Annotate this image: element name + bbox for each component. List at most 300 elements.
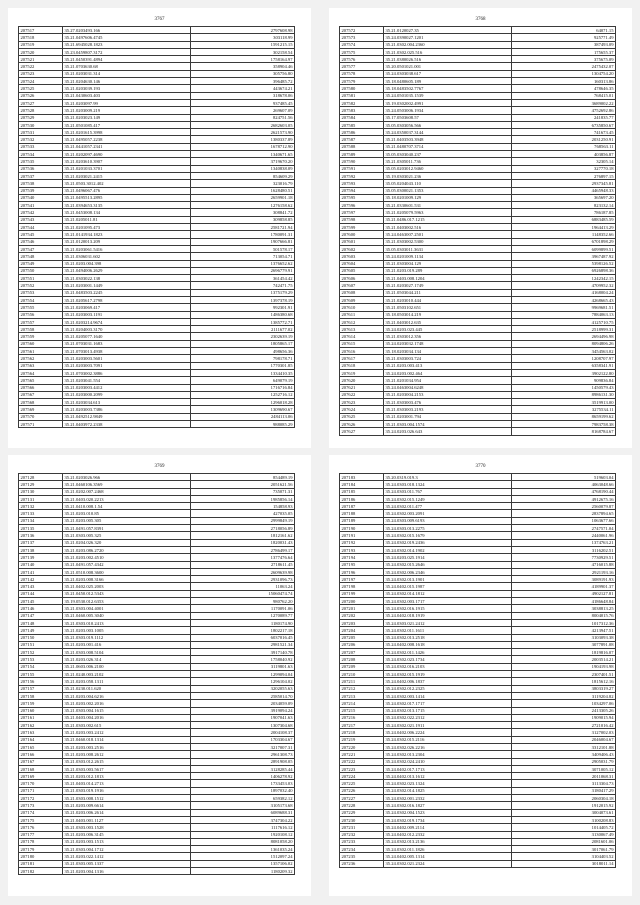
amount-cell: 64071.15	[512, 27, 616, 34]
amount-cell: 1180174.90	[191, 619, 295, 626]
table-row	[340, 399, 616, 406]
record-id-cell: 207203	[340, 619, 384, 626]
amount-cell: 2046004.67	[512, 736, 616, 743]
amount-cell: 854489.19	[191, 474, 295, 481]
record-id-cell: 207202	[340, 612, 384, 619]
record-id-cell: 207219	[340, 736, 384, 743]
amount-cell: 768563.11	[512, 143, 616, 150]
record-id-cell: 207534	[19, 151, 63, 158]
account-code-cell: 35.18.0201009.129	[384, 194, 512, 201]
amount-cell: 2891908.05	[191, 758, 295, 765]
table-row	[19, 590, 295, 597]
amount-cell: 1252716.12	[191, 391, 295, 398]
table-row	[340, 377, 616, 384]
account-code-cell: 35.21.0303003.2193	[384, 406, 512, 413]
record-id-cell: 207615	[340, 340, 384, 347]
record-id-cell: 207137	[19, 539, 63, 546]
table-row	[340, 209, 616, 216]
record-id-cell: 207165	[19, 743, 63, 750]
account-code-cell: 35.05.0303011.3631	[384, 245, 512, 252]
amount-cell: 1909015.94	[512, 714, 616, 721]
table-row	[19, 421, 295, 428]
amount-cell: 2051621.56	[191, 481, 295, 488]
amount-cell: 1758040.92	[191, 656, 295, 663]
record-id-cell: 207589	[340, 151, 384, 158]
account-code-cell: 35.21.0303003.476	[384, 399, 512, 406]
table-row	[340, 809, 616, 816]
amount-cell: 2060304.18	[512, 795, 616, 802]
table-row	[19, 816, 295, 823]
table-row	[340, 216, 616, 223]
amount-cell: 3719670.20	[191, 158, 295, 165]
record-id-cell: 207579	[340, 78, 384, 85]
account-code-cell: 35.20.0319.019.3	[384, 474, 512, 481]
amount-cell: 3519913.00	[512, 399, 616, 406]
amount-cell: 909836.84	[512, 377, 616, 384]
record-id-cell: 207524	[19, 78, 63, 85]
record-id-cell: 207232	[340, 831, 384, 838]
record-id-cell: 207205	[340, 634, 384, 641]
table-row	[19, 99, 295, 106]
account-code-cell: 35.24.0302.003.2091	[384, 510, 512, 517]
record-id-cell: 207193	[340, 546, 384, 553]
amount-cell: 2011068.31	[512, 773, 616, 780]
table-row	[340, 846, 616, 853]
record-id-cell: 207167	[19, 758, 63, 765]
record-id-cell: 207541	[19, 202, 63, 209]
amount-cell: 823132.14	[512, 202, 616, 209]
amount-cell: 1334410.35	[191, 369, 295, 376]
record-id-cell: 207157	[19, 685, 63, 692]
record-id-cell: 207214	[340, 700, 384, 707]
record-id-cell: 207586	[340, 129, 384, 136]
page-number: 3769	[154, 464, 165, 469]
table-row	[340, 41, 616, 48]
amount-cell: 1897032.40	[191, 787, 295, 794]
account-code-cell: 35.24.0302.021.2324	[384, 860, 512, 867]
table-row	[19, 267, 295, 274]
record-id-cell: 207597	[340, 209, 384, 216]
record-id-cell: 207607	[340, 282, 384, 289]
account-code-cell: 35.24.0402.012.2332	[384, 831, 512, 838]
table-row	[19, 838, 295, 845]
record-id-cell: 207130	[19, 488, 63, 495]
account-code-cell: 35.21.0203.058.1311	[63, 678, 191, 685]
amount-cell: 2003514.21	[512, 656, 616, 663]
record-id-cell: 207164	[19, 736, 63, 743]
record-id-cell: 207145	[19, 598, 63, 605]
record-id-cell: 207209	[340, 663, 384, 670]
table-row	[19, 780, 295, 787]
amount-cell: 1678712.90	[191, 143, 295, 150]
record-id-cell: 207160	[19, 707, 63, 714]
amount-cell: 1628480.51	[191, 187, 295, 194]
account-code-cell: 35.21.0460.005.3040	[63, 612, 191, 619]
amount-cell: 443674.21	[191, 85, 295, 92]
table-row	[340, 707, 616, 714]
record-id-cell: 207153	[19, 656, 63, 663]
table-row	[19, 481, 295, 488]
record-id-cell: 207543	[19, 216, 63, 223]
account-code-cell: 35.24.0302.011.1611	[384, 627, 512, 634]
amount-cell: 1148352.66	[512, 231, 616, 238]
record-id-cell: 207617	[340, 355, 384, 362]
account-code-cell: 35.21.0441057.2341	[63, 143, 191, 150]
account-code-cell: 35.17.0503608.57	[384, 114, 512, 121]
amount-cell: 3689002.22	[512, 99, 616, 106]
account-code-cell: 35.21.0205617.2798	[63, 296, 191, 303]
amount-cell: 2081601.06	[512, 838, 616, 845]
account-code-cell: 35.21.0303.019.1112	[63, 634, 191, 641]
table-row	[340, 503, 616, 510]
account-code-cell: 35.21.0203003.7386	[63, 406, 191, 413]
record-id-cell: 207147	[19, 612, 63, 619]
table-row	[340, 311, 616, 318]
amount-cell: 2931096.73	[191, 576, 295, 583]
amount-cell: 1904193.98	[512, 663, 616, 670]
record-id-cell: 207155	[19, 671, 63, 678]
record-id-cell: 207571	[19, 421, 63, 428]
record-id-cell: 207217	[340, 722, 384, 729]
amount-cell: 1309690.67	[191, 406, 295, 413]
record-id-cell: 207601	[340, 238, 384, 245]
record-id-cell: 207550	[19, 267, 63, 274]
amount-cell: 1805865.17	[191, 340, 295, 347]
record-id-cell: 207520	[19, 48, 63, 55]
record-id-cell: 207134	[19, 517, 63, 524]
amount-cell: 742471.75	[191, 282, 295, 289]
table-row	[19, 634, 295, 641]
record-id-cell: 207162	[19, 722, 63, 729]
account-code-cell: 35.24.0302.024.2410	[384, 758, 512, 765]
amount-cell: 501578.17	[191, 245, 295, 252]
record-id-cell: 207583	[340, 107, 384, 114]
table-row	[19, 85, 295, 92]
table-row	[340, 99, 616, 106]
table-row	[19, 70, 295, 77]
table-row	[340, 612, 616, 619]
record-id-cell: 207200	[340, 598, 384, 605]
record-id-cell: 207616	[340, 348, 384, 355]
table-row	[19, 27, 295, 34]
table-row	[340, 224, 616, 231]
account-code-cell: 35.21.0703630.68	[63, 63, 191, 70]
table-row	[19, 136, 295, 143]
record-id-cell: 207626	[340, 421, 384, 428]
record-id-cell: 207539	[19, 187, 63, 194]
table-row	[19, 583, 295, 590]
account-code-cell: 35.24.0302.026.2216	[384, 743, 512, 750]
account-code-cell: 35.21.0403012.635	[384, 318, 512, 325]
table-row	[340, 253, 616, 260]
table-row	[19, 474, 295, 481]
table-row	[340, 202, 616, 209]
table-row	[19, 692, 295, 699]
record-id-cell: 207521	[19, 56, 63, 63]
table-row	[340, 598, 616, 605]
record-id-cell: 207226	[340, 787, 384, 794]
amount-cell: 327770.18	[512, 165, 616, 172]
amount-cell: 1377476.64	[191, 554, 295, 561]
amount-cell: 937485.45	[191, 99, 295, 106]
record-id-cell: 207537	[19, 172, 63, 179]
account-code-cell: 35.21.0203034.613	[63, 399, 191, 406]
table-row	[340, 583, 616, 590]
account-code-cell: 35.24.0303.009.6193	[384, 517, 512, 524]
table-row	[340, 787, 616, 794]
table-row	[19, 729, 295, 736]
amount-cell: 786187.85	[512, 209, 616, 216]
amount-cell: 302158.54	[191, 48, 295, 55]
amount-cell: 735071.31	[191, 488, 295, 495]
record-id-cell: 207178	[19, 838, 63, 845]
account-code-cell: 35.24.0501035.1539	[384, 92, 512, 99]
record-id-cell: 207151	[19, 641, 63, 648]
table-row	[19, 700, 295, 707]
record-id-cell: 207572	[340, 27, 384, 34]
table-row	[340, 532, 616, 539]
amount-cell: 1299094.04	[191, 671, 295, 678]
table-row	[19, 121, 295, 128]
account-code-cell: 35.21.0203.001.416	[63, 641, 191, 648]
table-row	[340, 751, 616, 758]
record-id-cell: 207570	[19, 413, 63, 420]
account-code-cell: 35.21.0203031.314	[63, 70, 191, 77]
account-code-cell: 35.21.0204.026.320	[63, 539, 191, 546]
account-code-cell: 35.24.0302.021.1911	[384, 722, 512, 729]
table-row	[340, 348, 616, 355]
table-row	[19, 795, 295, 802]
table-row	[340, 736, 616, 743]
account-code-cell: 35.21.0303.012.2615	[63, 758, 191, 765]
account-code-cell: 35.21.0303.008.1512	[63, 795, 191, 802]
amount-cell: 988085.29	[191, 421, 295, 428]
amount-cell: 3119204.82	[512, 692, 616, 699]
account-code-cell: 35.21.0403.004.2016	[63, 714, 191, 721]
table-row	[340, 539, 616, 546]
table-row	[19, 92, 295, 99]
table-row	[340, 641, 616, 648]
table-row	[19, 384, 295, 391]
record-id-cell: 207622	[340, 391, 384, 398]
table-row	[19, 158, 295, 165]
table-row	[340, 700, 616, 707]
record-id-cell: 207132	[19, 503, 63, 510]
table-row	[340, 289, 616, 296]
amount-cell: 980762.20	[191, 598, 295, 605]
record-id-cell: 207233	[340, 838, 384, 845]
amount-cell: 3967487.92	[512, 253, 616, 260]
amount-cell: 1380337.89	[191, 136, 295, 143]
table-row	[19, 736, 295, 743]
amount-cell: 4716015.88	[512, 561, 616, 568]
amount-cell: 269607.09	[191, 107, 295, 114]
amount-cell: 3004073.61	[512, 809, 616, 816]
record-id-cell: 207595	[340, 194, 384, 201]
record-id-cell: 207194	[340, 554, 384, 561]
record-id-cell: 207156	[19, 678, 63, 685]
record-id-cell: 207553	[19, 289, 63, 296]
record-id-cell: 207186	[340, 495, 384, 502]
record-id-cell: 207594	[340, 187, 384, 194]
record-id-cell: 207143	[19, 583, 63, 590]
amount-cell: 1374763.21	[512, 539, 616, 546]
account-code-cell: 35.24.0302.015.1249	[384, 495, 512, 502]
account-code-cell: 35.21.0203026.966	[63, 474, 191, 481]
amount-cell: 2694496.98	[512, 333, 616, 340]
record-id-cell: 207525	[19, 85, 63, 92]
account-code-cell: 35.24.0303.011.767	[384, 488, 512, 495]
amount-cell: 3071005.12	[512, 765, 616, 772]
table-row	[340, 671, 616, 678]
account-code-cell: 35.05.0303056.566	[384, 121, 512, 128]
table-row	[340, 231, 616, 238]
record-id-cell: 207139	[19, 554, 63, 561]
record-id-cell: 207179	[19, 846, 63, 853]
account-code-cell: 35.24.0302.013.2304	[384, 751, 512, 758]
record-id-cell: 207185	[340, 488, 384, 495]
account-code-cell: 35.21.0203023.149	[63, 114, 191, 121]
amount-cell: 4189901.37	[512, 583, 616, 590]
table-row	[340, 326, 616, 333]
table-row	[340, 495, 616, 502]
account-code-cell: 35.24.0302.006.2346	[384, 568, 512, 575]
account-code-cell: 35.21.0491.057.8391	[63, 525, 191, 532]
amount-cell: 3454563.02	[512, 348, 616, 355]
table-row	[19, 296, 295, 303]
amount-cell: 6037016.45	[191, 634, 295, 641]
record-id-cell: 207136	[19, 532, 63, 539]
ledger-table	[18, 26, 295, 428]
amount-cell: 175655.37	[512, 48, 616, 55]
table-row	[19, 641, 295, 648]
record-id-cell: 207548	[19, 253, 63, 260]
account-code-cell: 35.21.0204630.146	[63, 78, 191, 85]
record-id-cell: 207625	[340, 413, 384, 420]
account-code-cell: 35.24.0302.011.1426	[384, 649, 512, 656]
table-row	[340, 172, 616, 179]
table-row	[340, 27, 616, 34]
record-id-cell: 207207	[340, 649, 384, 656]
amount-cell: 9969681.51	[512, 304, 616, 311]
account-code-cell: 35.24.0303.018.1324	[384, 481, 512, 488]
record-id-cell: 207592	[340, 172, 384, 179]
ledger-table	[339, 473, 616, 868]
amount-cell: 1406278.92	[191, 773, 295, 780]
amount-cell: 6926898.36	[512, 267, 616, 274]
table-row	[340, 187, 616, 194]
record-id-cell: 207199	[340, 590, 384, 597]
record-id-cell: 207610	[340, 304, 384, 311]
table-row	[19, 554, 295, 561]
amount-cell: 649079.19	[191, 377, 295, 384]
table-row	[340, 685, 616, 692]
account-code-cell: 35.21.0203000.2099	[63, 391, 191, 398]
record-id-cell: 207172	[19, 795, 63, 802]
account-code-cell: 35.24.0302.001.2332	[384, 795, 512, 802]
table-row	[340, 78, 616, 85]
account-code-cell: 35.24.0350037.3144	[384, 129, 512, 136]
record-id-cell: 207158	[19, 692, 63, 699]
table-row	[19, 238, 295, 245]
record-id-cell: 207234	[340, 846, 384, 853]
account-code-cell: 35.21.0203.086.2720	[63, 546, 191, 553]
amount-cell: 2484113.06	[191, 413, 295, 420]
record-id-cell: 207184	[340, 481, 384, 488]
record-id-cell: 207544	[19, 224, 63, 231]
account-code-cell: 35.24.0402.005.1314	[384, 853, 512, 860]
table-row	[340, 561, 616, 568]
record-id-cell: 207577	[340, 63, 384, 70]
record-id-cell: 207168	[19, 765, 63, 772]
account-code-cell: 35.21.0201615.3998	[63, 129, 191, 136]
record-id-cell: 207530	[19, 121, 63, 128]
account-code-cell: 35.21.0303022.138	[63, 275, 191, 282]
amount-cell: 3104403.52	[512, 853, 616, 860]
record-id-cell: 207614	[340, 333, 384, 340]
record-id-cell: 207188	[340, 510, 384, 517]
account-code-cell: 35.21.0403002.516	[384, 224, 512, 231]
page-number: 3768	[475, 17, 486, 22]
amount-cell: 824751.56	[191, 114, 295, 121]
table-row	[340, 129, 616, 136]
account-code-cell: 35.21.0603.006.2100	[63, 663, 191, 670]
amount-cell: 1912015.92	[512, 802, 616, 809]
record-id-cell: 207216	[340, 714, 384, 721]
account-code-cell: 35.21.0330601.531	[384, 202, 512, 209]
account-code-cell: 35.21.0453008.134	[63, 209, 191, 216]
table-row	[19, 340, 295, 347]
amount-cell: 6358341.91	[512, 362, 616, 369]
table-row	[19, 517, 295, 524]
account-code-cell: 35.21.0403.001.1127	[63, 816, 191, 823]
table-row	[340, 121, 616, 128]
record-id-cell: 207163	[19, 729, 63, 736]
record-id-cell: 207556	[19, 311, 63, 318]
amount-cell: 241835.77	[512, 114, 616, 121]
amount-cell: 2747571.04	[512, 525, 616, 532]
account-code-cell: 35.24.0302.014.1825	[384, 787, 512, 794]
table-row	[340, 743, 616, 750]
amount-cell: 4709952.32	[512, 282, 616, 289]
account-code-cell: 35.21.0306031.602	[63, 253, 191, 260]
table-row	[340, 413, 616, 420]
record-id-cell: 207569	[19, 406, 63, 413]
account-code-cell: 35.21.0303.019.1916	[63, 787, 191, 794]
amount-cell: 2682603.05	[191, 121, 295, 128]
amount-cell: 741673.45	[512, 129, 616, 136]
account-code-cell: 35.21.0303.004.1712	[63, 846, 191, 853]
table-row	[19, 56, 295, 63]
table-row	[340, 391, 616, 398]
account-code-cell: 35.21.0203039.193	[63, 85, 191, 92]
amount-cell: 15060474.74	[191, 590, 295, 597]
amount-cell: 1170091.06	[191, 605, 295, 612]
table-row	[340, 722, 616, 729]
amount-cell: 8659199.62	[512, 413, 616, 420]
account-code-cell: 35.24.0203032.1748	[384, 340, 512, 347]
amount-cell: 1063677.66	[512, 517, 616, 524]
amount-cell: 2111677.02	[191, 326, 295, 333]
account-code-cell: 35.21.0496067.476	[63, 187, 191, 194]
record-id-cell: 207223	[340, 765, 384, 772]
record-id-cell: 207174	[19, 809, 63, 816]
table-row	[19, 63, 295, 70]
table-row	[19, 612, 295, 619]
account-code-cell: 35.21.0460106.3569	[63, 481, 191, 488]
amount-cell: 1716716.84	[191, 384, 295, 391]
table-row	[19, 348, 295, 355]
